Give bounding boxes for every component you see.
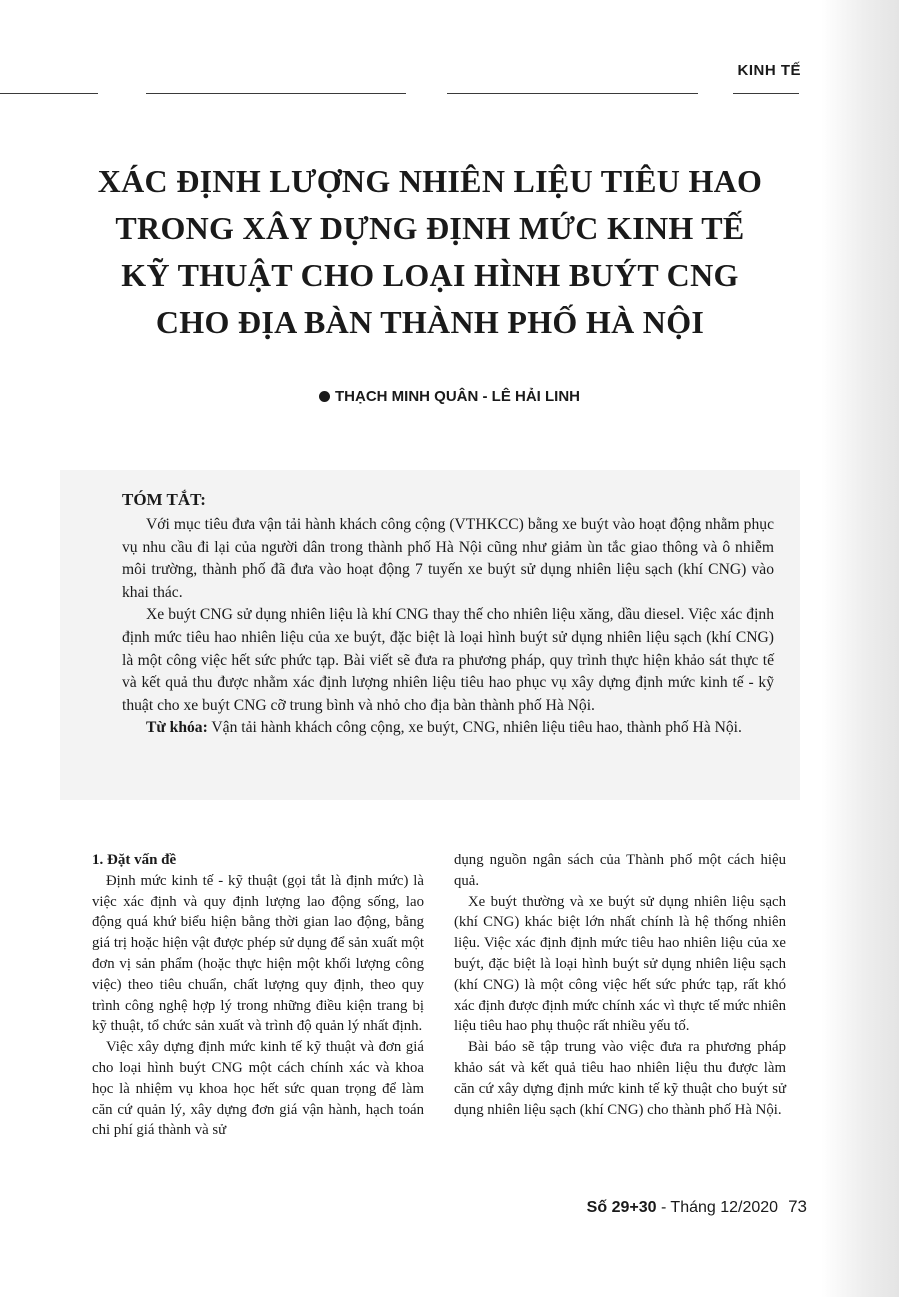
body-column-right <box>454 850 786 1120</box>
bullet-icon <box>319 391 330 402</box>
header-rule <box>0 93 98 94</box>
header-rule <box>146 93 406 94</box>
issue-date: - Tháng 12/2020 <box>656 1199 779 1216</box>
body-column-left <box>92 850 424 1141</box>
issue-number: Số 29+30 <box>586 1199 657 1216</box>
abstract-paragraph: Xe buýt CNG sử dụng nhiên liệu là khí CNG thay thế cho nhiên liệu xăng, dầu diesel. Việc xác định định mức tiêu hao nhiên liệu của xe buýt, đặc biệt là loại hình buýt sử dụng nhiên liệu sạch (khí CNG) là một công việc hết sức phức tạp. Bài viết sẽ đưa ra phương pháp, quy trình thực hiện khảo sát thực tế và kết quả thu được nhằm xác định lượng nhiên liệu tiêu hao phục vụ xây dựng định mức kinh tế - kỹ thuật cho xe buýt CNG cỡ trung bình và nhỏ cho địa bàn thành phố Hà Nội. <box>122 606 774 714</box>
body-paragraph: Xe buýt thường và xe buýt sử dụng nhiên liệu sạch (khí CNG) khác biệt lớn nhất chính là hệ thống nhiên liệu. Việc xác định định mức tiêu hao nhiên liệu của xe buýt, đặc biệt là loại hình buýt sử dụng nhiên liệu sạch (khí CNG) là một công việc hết sức phức tạp, rất khó xác định được định mức chính xác vì thực tế mức nhiên liệu tiêu hao phụ thuộc rất nhiều yếu tố. <box>454 893 786 1035</box>
body-paragraph: Việc xây dựng định mức kinh tế kỹ thuật và đơn giá cho loại hình buýt CNG một cách chính xác và khoa học là nhiệm vụ khoa học hết sức quan trọng để làm căn cứ quản lý, xây dựng đơn giá vận hành, hạch toán chi phí giá thành và sử <box>92 1039 424 1139</box>
title-line: CHO ĐỊA BÀN THÀNH PHỐ HÀ NỘI <box>155 304 705 340</box>
title-line: KỸ THUẬT CHO LOẠI HÌNH BUÝT CNG <box>121 257 739 293</box>
section-label: KINH TẾ <box>737 62 801 79</box>
body-paragraph: Định mức kinh tế - kỹ thuật (gọi tắt là định mức) là việc xác định và quy định lượng lao động sống, lao động quá khứ biểu hiện bằng thời gian lao động, bằng giá trị hoặc hiện vật được phép sử dụng để sản xuất một đơn vị sản phẩm (hoặc thực hiện một khối lượng công việc) theo tiêu chuẩn, chất lượng quy định, theo quy trình công nghệ hợp lý trong những điều kiện trang bị kỹ thuật, tổ chức sản xuất và trình độ quản lý nhất định. <box>92 872 424 1035</box>
body-paragraph-continued: dụng nguồn ngân sách của Thành phố một cách hiệu quả. <box>454 852 786 889</box>
abstract-paragraph: Với mục tiêu đưa vận tải hành khách công cộng (VTHKCC) bằng xe buýt vào hoạt động nhằm phục vụ nhu cầu đi lại của người dân trong thành phố Hà Nội cũng như giảm ùn tắc giao thông và ô nhiễm môi trường, thành phố đã đưa vào hoạt động 7 tuyến xe buýt sử dụng nhiên liệu sạch (khí CNG) vào khai thác. <box>122 516 774 601</box>
page-number: 73 <box>788 1197 807 1216</box>
page-footer <box>587 1197 807 1217</box>
title-line: TRONG XÂY DỰNG ĐỊNH MỨC KINH TẾ <box>115 210 745 246</box>
author-line <box>0 388 899 405</box>
title-line: XÁC ĐỊNH LƯỢNG NHIÊN LIỆU TIÊU HAO <box>97 163 763 199</box>
header-rule <box>733 93 799 94</box>
keywords-text: Vận tải hành khách công cộng, xe buýt, CNG, nhiên liệu tiêu hao, thành phố Hà Nội. <box>207 719 742 737</box>
keywords-label: Từ khóa: <box>146 719 208 737</box>
article-title <box>60 158 800 346</box>
authors: THẠCH MINH QUÂN - LÊ HẢI LINH <box>335 388 580 405</box>
header-rule <box>447 93 698 94</box>
body-paragraph: Bài báo sẽ tập trung vào việc đưa ra phương pháp khảo sát và kết quả tiêu hao nhiên liệu thu được làm căn cứ xây dựng định mức kinh tế kỹ thuật cho buýt sử dụng nhiên liệu sạch (khí CNG) cho thành phố Hà Nội. <box>454 1039 786 1118</box>
abstract-body <box>122 514 774 740</box>
page-edge-shadow <box>821 0 899 1297</box>
section-heading: 1. Đặt vấn đề <box>92 852 177 868</box>
keywords <box>122 717 774 740</box>
abstract-heading: TÓM TẮT: <box>122 490 206 509</box>
